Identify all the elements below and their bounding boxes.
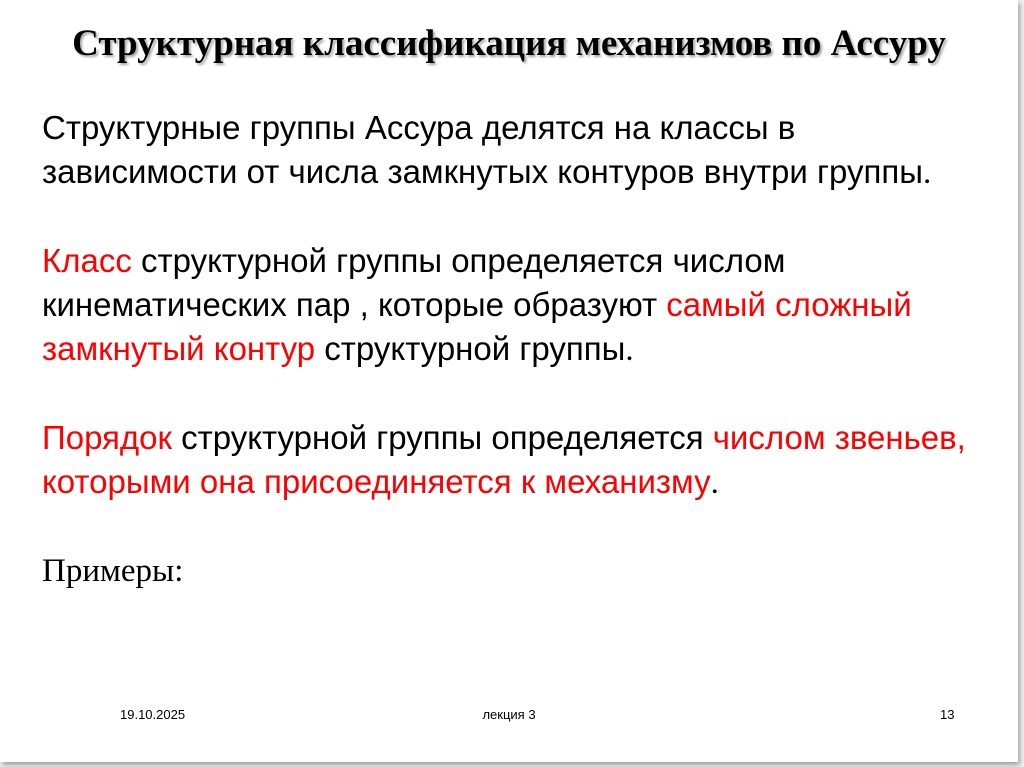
paragraph-order-definition	[42, 416, 982, 505]
term-order: Порядок	[42, 419, 172, 456]
paragraph-examples: Примеры:	[42, 553, 184, 589]
class-definition-end: .	[625, 332, 634, 368]
order-definition-highlight: числом звеньев, которыми она присоединяется к механизму	[42, 419, 966, 500]
slide-body	[42, 106, 982, 593]
paragraph-class-definition	[42, 239, 982, 372]
footer-date: 19.10.2025	[120, 707, 186, 722]
paragraph-assur-groups-end: .	[923, 155, 932, 191]
footer-lecture: лекция 3	[482, 707, 536, 722]
class-definition-highlight: самый сложный замкнутый контур	[42, 286, 912, 367]
order-definition-text-a: структурной группы определяется	[171, 419, 713, 456]
term-class: Класс	[42, 242, 132, 279]
order-definition-end: .	[710, 465, 719, 501]
class-definition-text-b: структурной группы	[315, 330, 626, 367]
footer-page-number: 13	[940, 707, 955, 722]
paragraph-assur-groups	[42, 106, 982, 195]
slide-title: Структурная классификация механизмов по Ассуру	[72, 23, 946, 64]
paragraph-assur-groups-text: Структурные группы Ассура делятся на классы в зависимости от числа замкнутых контуров внутри группы	[42, 109, 923, 190]
class-definition-text-a: структурной группы определяется числом кинематических пар , которые образуют	[42, 242, 786, 323]
